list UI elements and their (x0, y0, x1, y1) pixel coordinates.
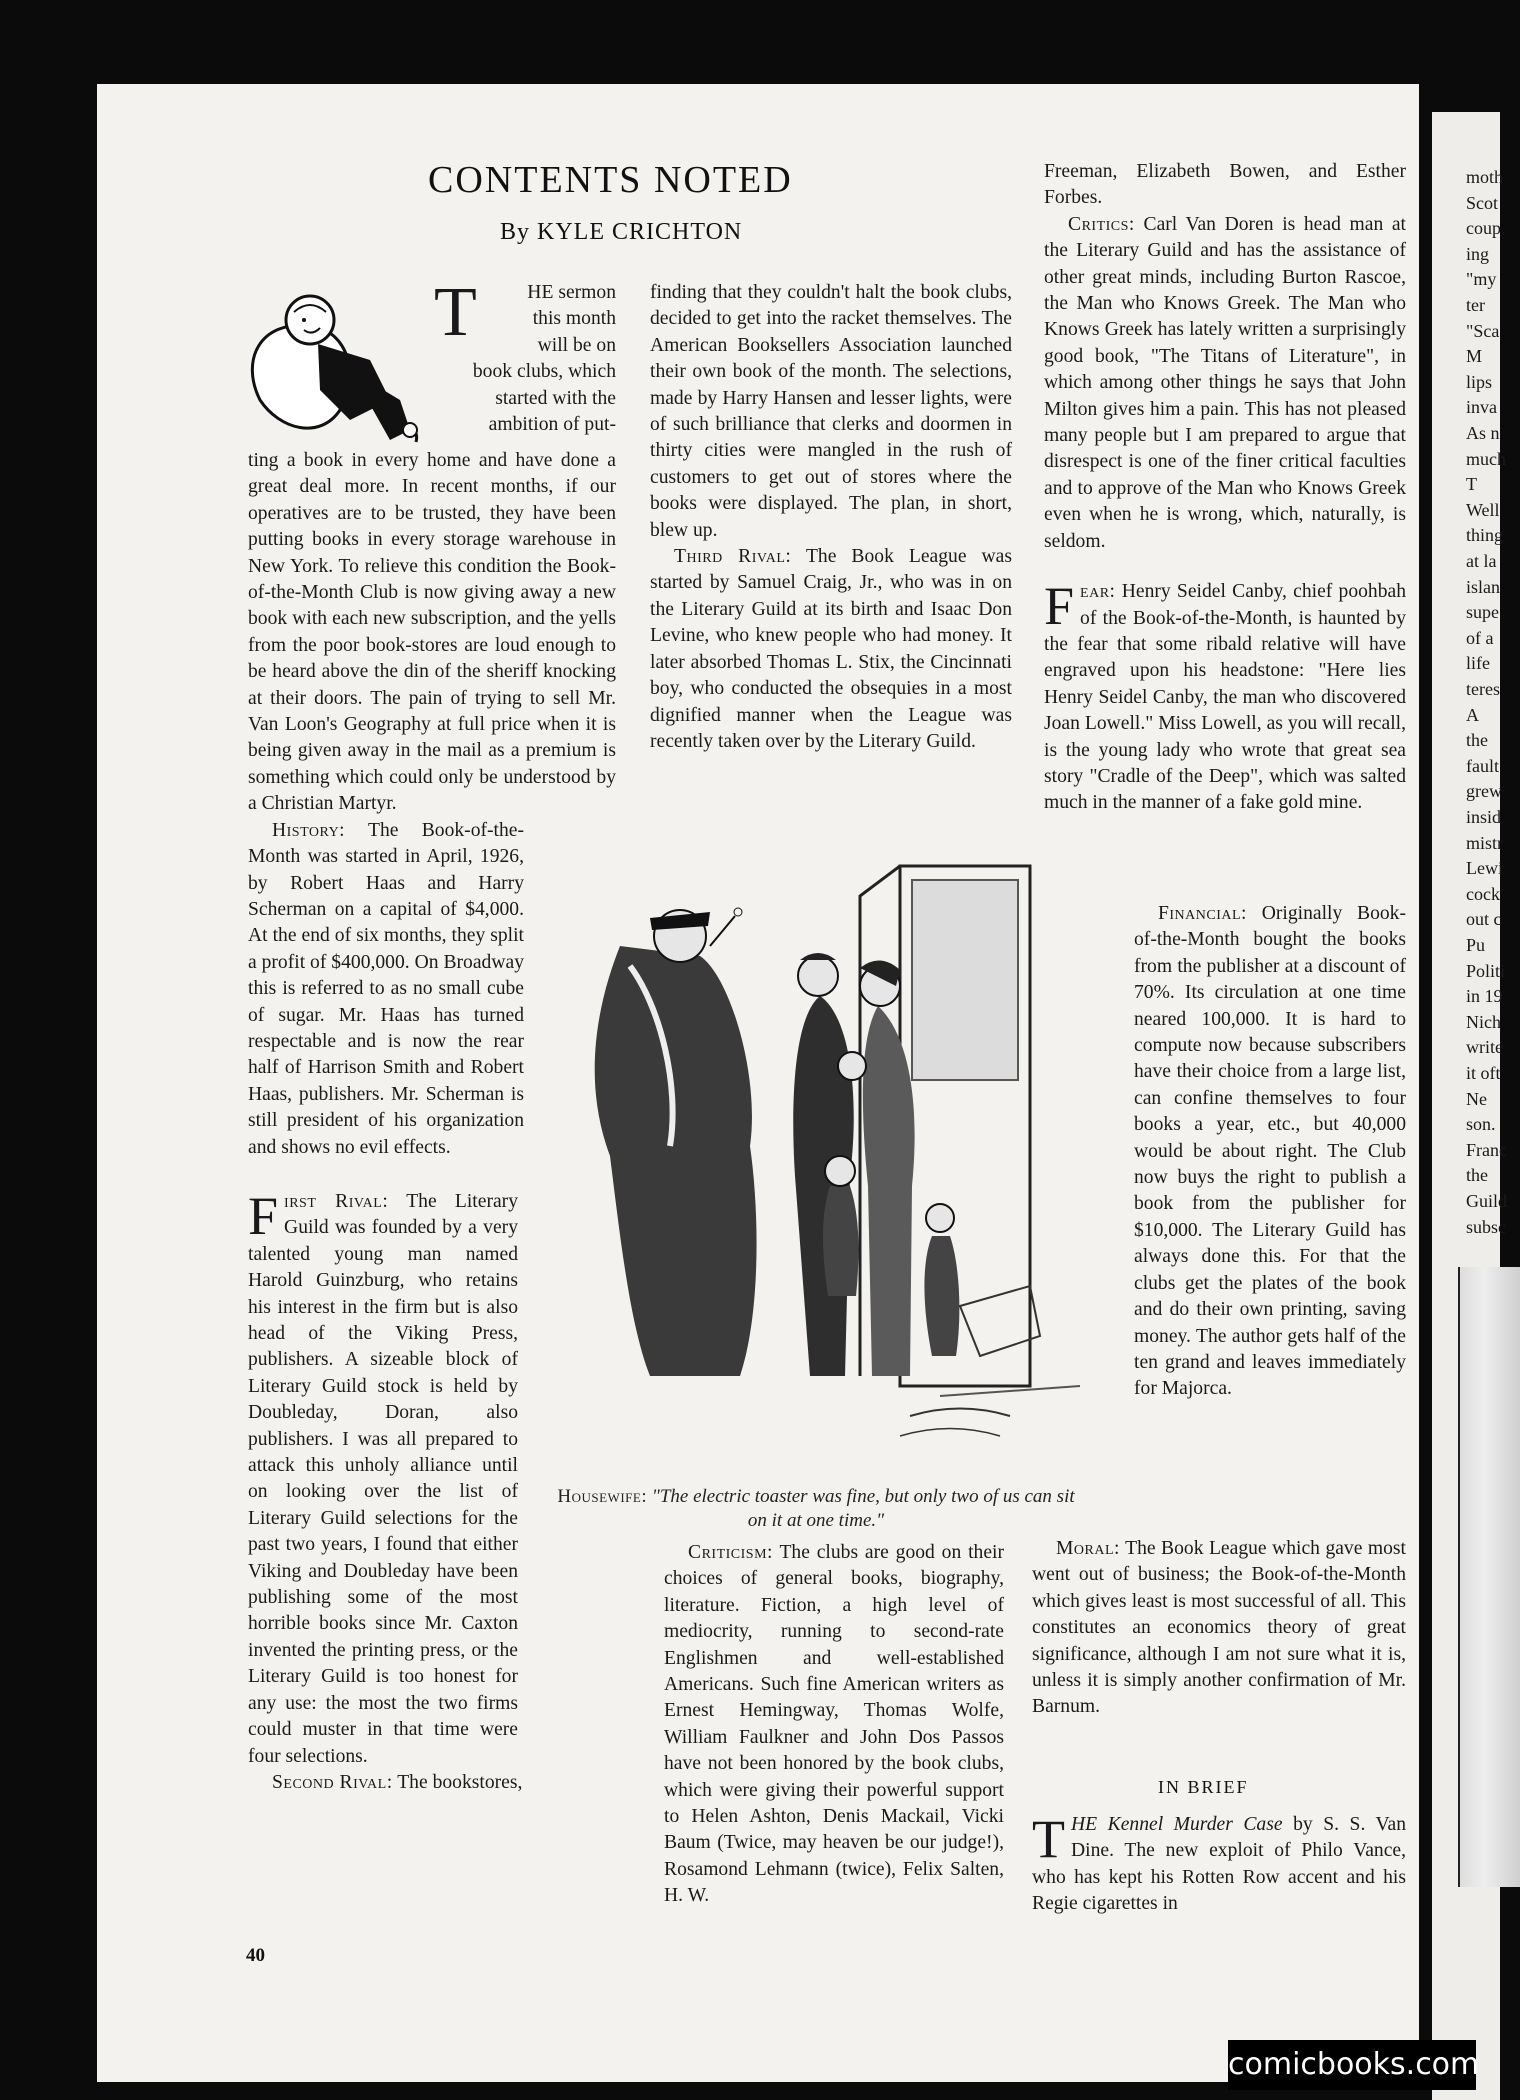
critics-label: Critics: (1068, 213, 1135, 235)
first-rival-paragraph: First Rival: The Literary Guild was founded by a very talented young man named Harold Guinzburg, who retains his interest in the firm but is also head of the Viking Press, publishers. A sizeable block of Literary Guild stock is held by Doubleday, Doran, also publishers. I was all prepared to attack this unholy alliance until on looking over the list of Literary Guild selections for the past two years, I found that either Viking and Doubleday have been publishing some of the most horrible books since Mr. Caxton invented the printing press, or the Literary Guild is too honest for any use: the most the two firms could muster in that time were four selections. (248, 1185, 518, 1767)
second-rival-label: Second Rival: (272, 1771, 393, 1793)
reading-figure-illustration (240, 280, 430, 448)
intro-line: will be on (537, 334, 616, 356)
caption-label: Housewife: (557, 1486, 648, 1507)
adjacent-page-text-fragment: of a (1466, 627, 1494, 648)
intro-line: book clubs, which (472, 361, 616, 383)
adjacent-page-text-fragment: fault (1466, 755, 1499, 776)
adjacent-page-text-fragment: supe (1466, 602, 1499, 623)
in-brief-heading: IN BRIEF (1158, 1777, 1249, 1797)
adjacent-page-text-fragment: the (1466, 730, 1488, 751)
drop-cap: T (434, 274, 477, 351)
column-3-narrow (1134, 901, 1406, 1403)
adjacent-page-text-fragment: Franc (1466, 1139, 1507, 1160)
adjacent-page-text-fragment: Scot (1466, 192, 1499, 213)
adjacent-page-text-fragment: inva (1466, 397, 1497, 418)
third-rival-paragraph: Third Rival: The Book League was started by Samuel Craig, Jr., who was in on the Literary Guild at its birth and Isaac Don Levine, who knew people who had money. It later absorbed Thomas L. Stix, the Cincinnati boy, who conducted the obsequies in a most dignified manner when the League was recently taken over by the Literary Guild. (650, 546, 1012, 752)
adjacent-page-text-fragment: A (1466, 704, 1479, 725)
intro-line: HE sermon (527, 282, 616, 303)
adjacent-page-text-fragment: insid (1466, 807, 1502, 827)
adjacent-page-text-fragment: Guild (1466, 1191, 1508, 1211)
adjacent-page-text-fragment: teres (1466, 679, 1500, 699)
illustration-caption (556, 1485, 1076, 1533)
adjacent-page-text-fragment: As n (1466, 423, 1500, 443)
byline: By KYLE CRICHTON (500, 219, 743, 245)
financial-paragraph: Financial: Originally Book-of-the-Month bought the books from the publisher at a discount of 70%. Its circulation at one time neared 100,000. It is hard to compute now because subscribers have their choice from a large list, can confine themselves to four books a year, etc., but 40,000 would be about right. The Club now buys the right to publish a book from the publisher for $10,000. The Literary Guild has always done this. For that the clubs get the plates of the book and do their own printing, saving money. The author gets half of the ten grand and leaves immediately for Majorca. (1134, 903, 1406, 1400)
adjacent-page-text-fragment: out c (1466, 909, 1502, 930)
adjacent-page-text-fragment: in 19 (1466, 986, 1503, 1007)
column-2-bottom (664, 1540, 1004, 1910)
page-title: CONTENTS NOTED (428, 159, 793, 201)
adjacent-page-text-fragment: life (1466, 653, 1490, 674)
moral-label: Moral: (1056, 1538, 1120, 1559)
column-2-top (650, 280, 1012, 755)
adjacent-page-text-fragment: M (1466, 346, 1483, 367)
adjacent-page-text-fragment: "my (1466, 269, 1497, 290)
adjacent-page-text-fragment: moth (1466, 167, 1504, 187)
adjacent-page-text-fragment: ing (1466, 243, 1490, 264)
criticism-paragraph: Criticism: The clubs are good on their choices of general books, biography, literature. Fiction, a high level of mediocrity, running to second-rate Englishmen and well-established Americans. Such fine American writers as Ernest Hemingway, Thomas Wolfe, William Faulkner and John Dos Passos have not been honored by the book clubs, which were giving their powerful support to Helen Ashton, Denis Mackail, Vicki Baum (Twice, may heaven be our judge!), Rosamond Lehmann (twice), Felix Salten, H. W. (664, 1542, 1005, 1907)
second-rival-paragraph: Second Rival: The bookstores, (272, 1771, 523, 1793)
adjacent-page-text-fragment: the (1466, 1165, 1488, 1186)
adjacent-page-text-fragment: T (1466, 474, 1477, 495)
adjacent-page-fragment (1432, 112, 1508, 2100)
adjacent-page-text-fragment: Nich (1466, 1011, 1501, 1032)
history-paragraph: History: The Book-of-the-Month was started in April, 1926, by Robert Haas and Harry Scherman on a capital of $4,000. At the end of six months, they split a profit of $400,000. On Broadway this is referred to as no small cube of sugar. Mr. Haas has turned respectable and is now the rear half of Harrison Smith and Robert Haas, publishers. Mr. Scherman is still president of his organization and shows no evil effects. (248, 819, 524, 1158)
column-3-opening: Freeman, Elizabeth Bowen, and Esther Forbes. (1044, 161, 1406, 209)
adjacent-page-text-fragment: much (1466, 448, 1506, 469)
critics-paragraph: Critics: Carl Van Doren is head man at the Literary Guild and has the assistance of other great minds, including Burton Rascoe, the Man who Knows Greek. The Man who Knows Greek has lately written a surprisingly good book, "The Titans of Literature", in which among other things he says that John Milton gives him a pain. This has not pleased many people but I am prepared to argue that disrespect is one of the finer critical faculties and to approve of the Man who Knows Greek even when he is wrong, which, naturally, is seldom. (1044, 213, 1407, 552)
bookstores-paragraph: finding that they couldn't halt the book clubs, decided to get into the racket themselves. The American Booksellers Association launched their own book of the month. The selections, made by Harry Hansen and lesser lights, were of such brilliance that clerks and doormen in thirty cities were mangled in the rush of customers to get out of stores where the books were displayed. The plan, in short, blew up. (650, 282, 1012, 541)
in-brief-section (1032, 1809, 1406, 1918)
first-rival-label: irst Rival: (284, 1190, 389, 1212)
adjacent-page-text-fragment: thing (1466, 525, 1504, 546)
kennel-murder-case-paragraph: THE Kennel Murder Case by S. S. Van Dine. The new exploit of Philo Vance, who has kept his Rotten Row accent and his Regie cigarettes in (1032, 1809, 1406, 1915)
column-3-top (1044, 159, 1406, 817)
adjacent-page-text-fragment: ter (1466, 295, 1485, 315)
opening-paragraph: ting a book in every home and have done a great deal more. In recent months, if our operatives are to be trusted, they have been putting books in every storage warehouse in New York. To relieve this condition the Book-of-the-Month Club is now giving away a new book with each new subscription, and the yells from the poor book-stores are loud enough to be heard above the din of the sheriff knocking at their doors. The pain of trying to sell Mr. Van Loon's Geography at full price when it is being given away in the mail as a premium is something which could only be understood by a Christian Martyr. (248, 450, 616, 815)
intro-line: started with the (495, 387, 616, 409)
adjacent-page-text-fragment: write (1466, 1037, 1503, 1058)
book-title: HE Kennel Murder Case (1071, 1814, 1283, 1835)
adjacent-page-text-fragment: islan (1466, 576, 1500, 597)
first-rival-drop-cap: F (248, 1185, 279, 1246)
fear-drop-cap: F (1044, 576, 1075, 637)
intro-line: this month (532, 308, 616, 330)
financial-label: Financial: (1158, 903, 1247, 924)
adjacent-page-text-fragment: "Sca (1466, 320, 1500, 341)
adjacent-page-text-fragment: grew (1466, 781, 1502, 802)
housewife-cartoon-illustration (560, 856, 1080, 1456)
adjacent-page-text-fragment: lips (1466, 371, 1493, 392)
adjacent-page-illustration (1458, 1267, 1520, 1887)
fear-paragraph: Fear: Henry Seidel Canby, chief poohbah of the Book-of-the-Month, is haunted by the fear that some ribald relative will have engraved upon his headstone: "Here lies Henry Seidel Canby, the man who discovered Joan Lowell." Miss Lowell, as you will recall, is the young lady who wrote that great sea story "Cradle of the Deep", which was salted much in the manner of a fake gold mine. (1044, 576, 1406, 814)
history-label: History: (272, 819, 346, 841)
fear-label: ear: (1080, 581, 1116, 603)
adjacent-page-text-fragment: at la (1466, 551, 1497, 571)
adjacent-page-text-fragment: subsc (1466, 1216, 1506, 1237)
adjacent-page-text-fragment: coup (1466, 218, 1501, 239)
page-number: 40 (246, 1945, 265, 1966)
adjacent-page-text-fragment: Lewi (1466, 858, 1503, 879)
adjacent-page-text-fragment: Pu (1466, 935, 1486, 955)
column-3-bottom (1032, 1536, 1406, 1721)
adjacent-page-text-fragment: Politi (1466, 960, 1506, 981)
adjacent-page-text-fragment: son. (1466, 1114, 1496, 1135)
adjacent-page-text-fragment: Ne (1466, 1088, 1487, 1109)
third-rival-label: Third Rival: (674, 546, 792, 568)
brief-drop-cap: T (1032, 1809, 1065, 1869)
watermark: comicbooks.com (1228, 2040, 1476, 2090)
adjacent-page-text-fragment: cock (1466, 883, 1500, 904)
criticism-label: Criticism: (688, 1542, 773, 1563)
adjacent-page-text-fragment: Well (1466, 499, 1500, 520)
caption-text: "The electric toaster was fine, but only two of us can sit on it at one time." (651, 1486, 1075, 1531)
adjacent-page-text-fragment: it oft (1466, 1063, 1501, 1083)
moral-paragraph: Moral: The Book League which gave most went out of business; the Book-of-the-Month which gives least is most successful of all. This constitutes an economics theory of great significance, although I am not sure what it is, unless it is simply another confirmation of Mr. Barnum. (1032, 1538, 1407, 1718)
adjacent-page-text-fragment: mistr (1466, 832, 1504, 853)
intro-line: ambition of put- (488, 414, 616, 436)
